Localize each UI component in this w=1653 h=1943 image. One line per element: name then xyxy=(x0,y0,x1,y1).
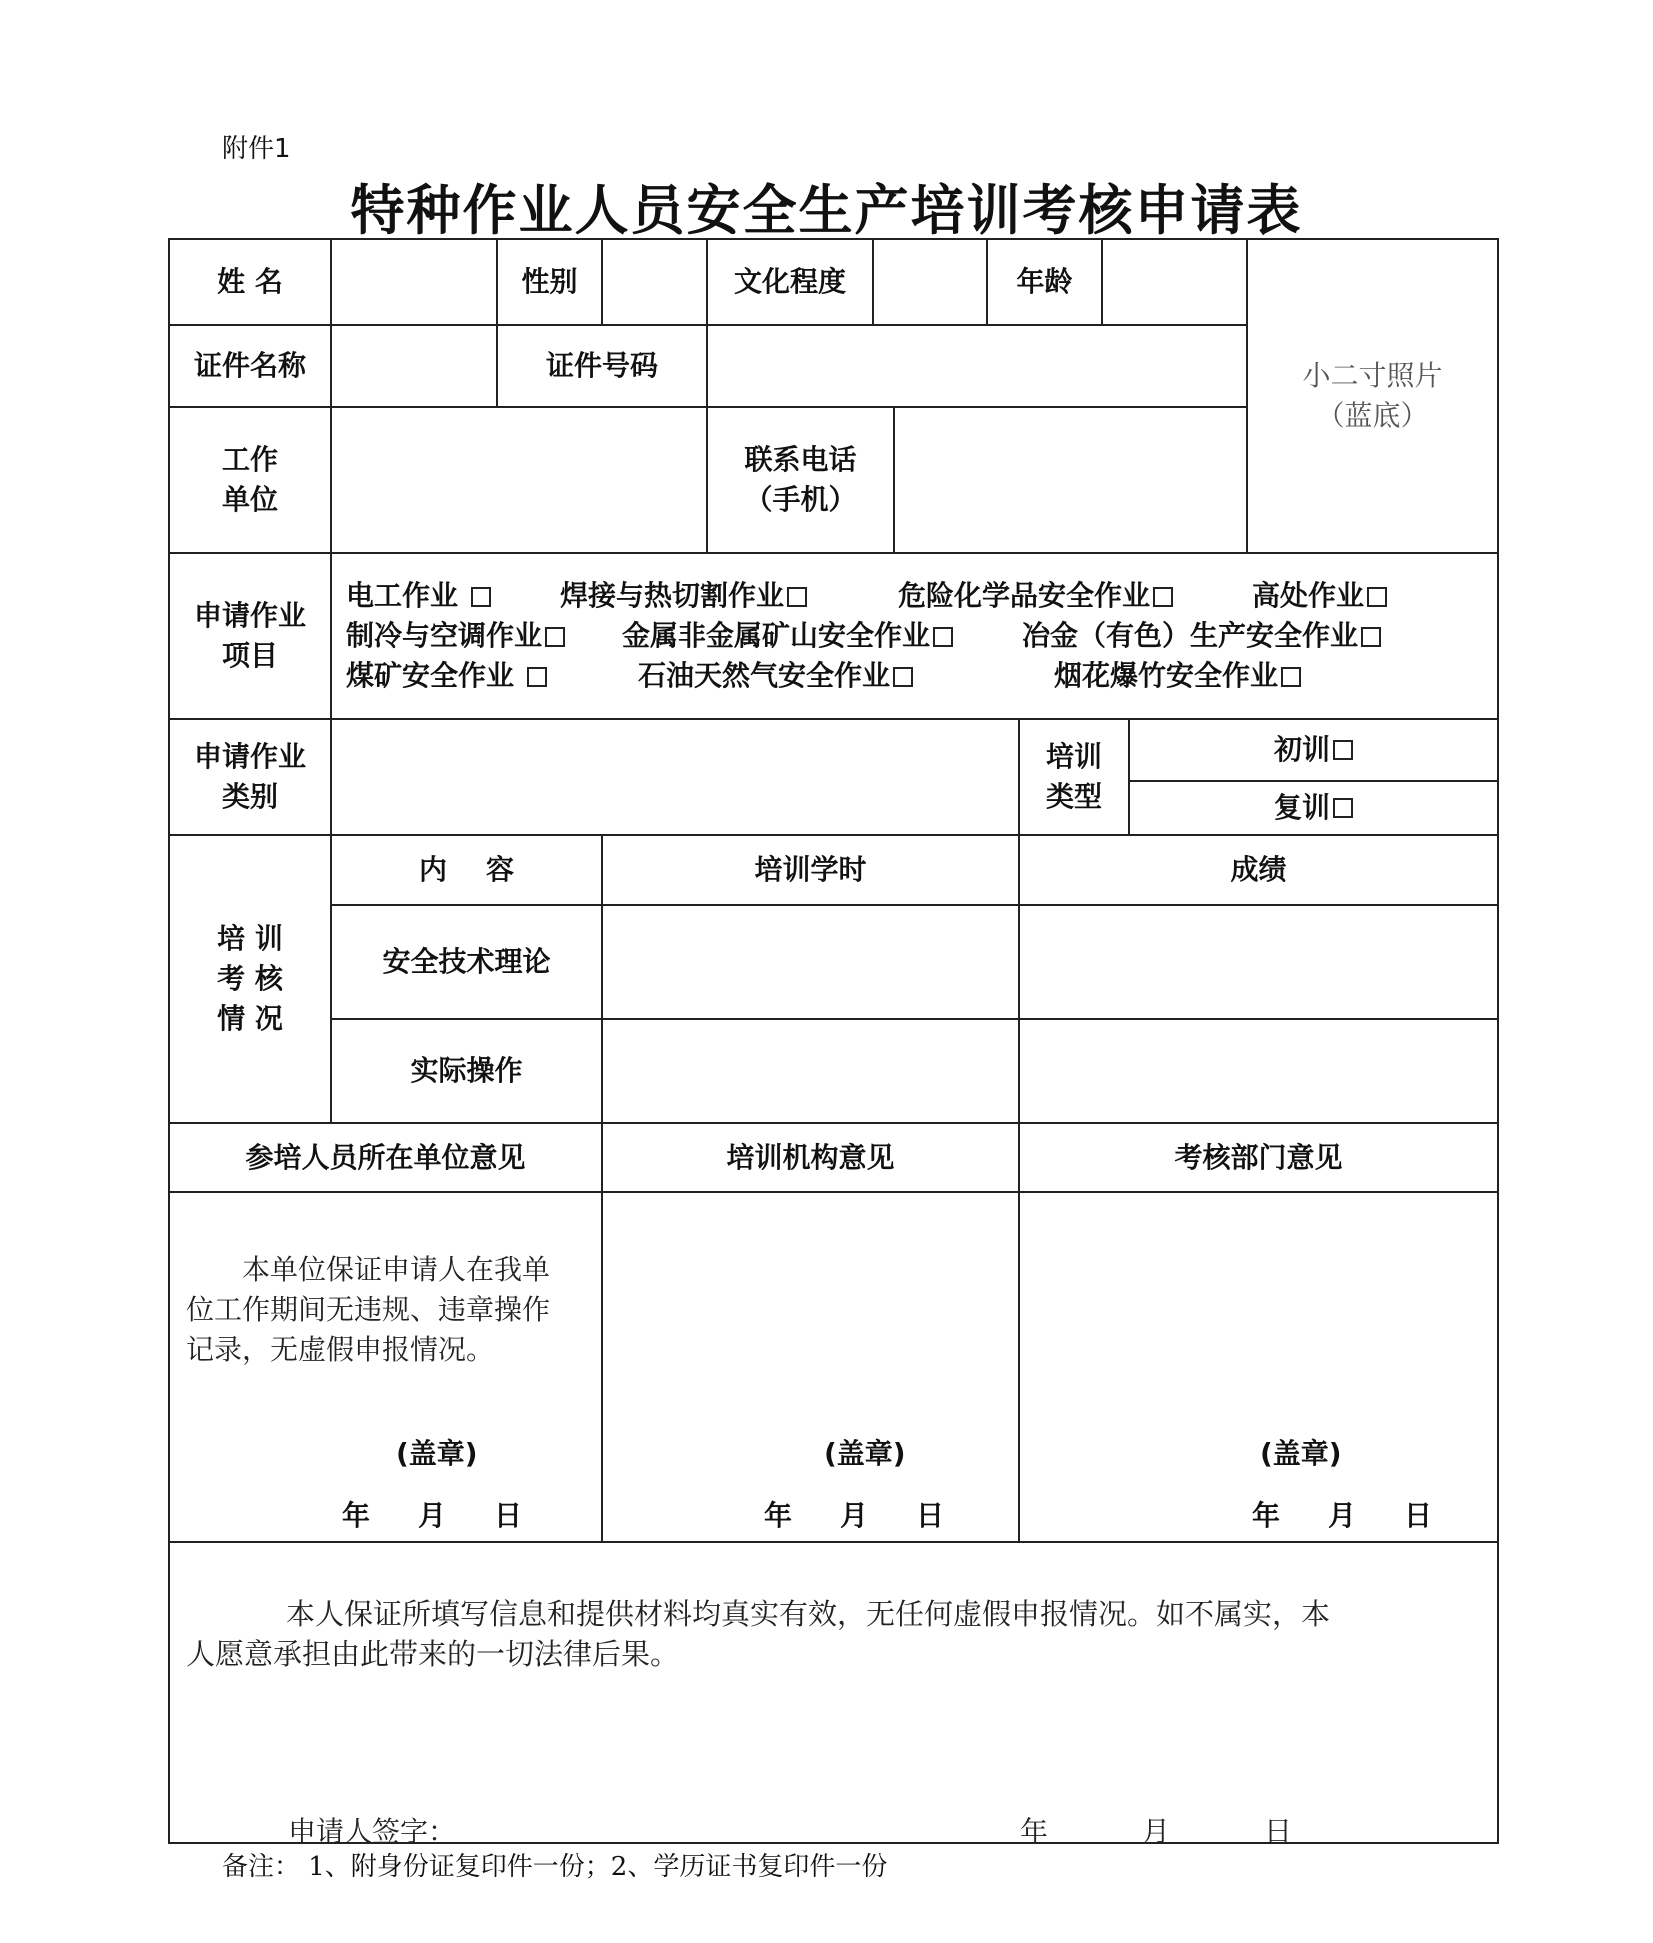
assessment-label-line-3: 情 况 xyxy=(217,1002,283,1035)
checkbox[interactable] xyxy=(471,587,491,607)
header-content: 内 容 xyxy=(419,853,514,886)
option-oil-gas[interactable]: 石油天然气安全作业 xyxy=(638,656,913,696)
header-unit-opinion: 参培人员所在单位意见 xyxy=(245,1140,526,1174)
training-type-label xyxy=(1020,720,1128,834)
remark-note: 备注： 1、附身份证复印件一份；2、学历证书复印件一份 xyxy=(222,1852,888,1882)
option-welding[interactable]: 焊接与热切割作业 xyxy=(560,576,807,616)
seal-unit: (盖章) xyxy=(396,1437,478,1470)
theory-score-field[interactable] xyxy=(1020,906,1497,1018)
seal-dept: (盖章) xyxy=(1260,1437,1342,1470)
apply-items-label xyxy=(170,554,330,718)
apply-category-label xyxy=(170,720,330,834)
assessment-label-line-1: 培 训 xyxy=(217,922,283,955)
workplace-label-line-2: 单位 xyxy=(221,483,278,516)
practice-hours-field[interactable] xyxy=(603,1020,1018,1122)
apply-category-label-line-2: 类别 xyxy=(221,780,278,813)
photo-placeholder[interactable] xyxy=(1248,240,1497,552)
gender-label: 性别 xyxy=(521,265,578,298)
unit-statement: 本单位保证申请人在我单 位工作期间无违规、违章操作 记录，无虚假申报情况。 xyxy=(186,1253,551,1366)
gender-field[interactable] xyxy=(603,240,706,324)
page-title: 特种作业人员安全生产培训考核申请表 xyxy=(350,178,1303,242)
apply-items-options xyxy=(346,576,1496,696)
photo-label-line-1: 小二寸照片 xyxy=(1302,359,1443,392)
age-label: 年龄 xyxy=(1016,265,1073,298)
checkbox[interactable] xyxy=(1153,587,1173,607)
id-type-field[interactable] xyxy=(332,326,496,406)
signature-field[interactable] xyxy=(470,1812,990,1848)
date-institution: 年 月 日 xyxy=(764,1499,945,1532)
declaration-date: 年 月 日 xyxy=(1020,1815,1293,1848)
age-field[interactable] xyxy=(1103,240,1246,324)
checkbox[interactable] xyxy=(545,627,565,647)
apply-items-label-line-1: 申请作业 xyxy=(193,599,306,632)
id-type-label: 证件名称 xyxy=(193,349,306,382)
checkbox[interactable] xyxy=(1333,740,1353,760)
apply-items-label-line-2: 项目 xyxy=(221,639,278,672)
id-number-label: 证件号码 xyxy=(545,349,658,382)
declaration-text: 本人保证所填写信息和提供材料均真实有效，无任何虚假申报情况。如不属实，本 人愿意承担由此带来的一切法律后果。 xyxy=(186,1597,1331,1671)
phone-field[interactable] xyxy=(895,408,1246,552)
apply-category-field[interactable] xyxy=(332,720,1018,834)
assessment-label-line-2: 考 核 xyxy=(217,962,283,995)
id-number-field[interactable] xyxy=(708,326,1246,406)
option-mining[interactable]: 金属非金属矿山安全作业 xyxy=(622,616,953,656)
theory-hours-field[interactable] xyxy=(603,906,1018,1018)
apply-category-label-line-1: 申请作业 xyxy=(193,740,306,773)
header-training-hours: 培训学时 xyxy=(754,853,867,886)
option-electrician[interactable]: 电工作业 xyxy=(346,576,491,616)
checkbox[interactable] xyxy=(933,627,953,647)
practice-score-field[interactable] xyxy=(1020,1020,1497,1122)
checkbox[interactable] xyxy=(527,667,547,687)
education-label: 文化程度 xyxy=(733,265,846,298)
option-initial-training[interactable]: 初训 xyxy=(1130,720,1497,780)
name-label: 姓 名 xyxy=(217,265,283,298)
checkbox[interactable] xyxy=(1333,798,1353,818)
date-unit: 年 月 日 xyxy=(342,1499,523,1532)
training-type-label-line-1: 培训 xyxy=(1045,740,1102,773)
option-high-altitude[interactable]: 高处作业 xyxy=(1252,576,1387,616)
signature-label: 申请人签字： xyxy=(288,1815,457,1848)
checkbox[interactable] xyxy=(1281,667,1301,687)
assessment-label xyxy=(170,836,330,1122)
workplace-label xyxy=(170,408,330,552)
option-metallurgy[interactable]: 冶金（有色）生产安全作业 xyxy=(1022,616,1381,656)
checkbox[interactable] xyxy=(1367,587,1387,607)
option-hazardous-chemicals[interactable]: 危险化学品安全作业 xyxy=(898,576,1173,616)
option-coal-mine[interactable]: 煤矿安全作业 xyxy=(346,656,547,696)
row-practice-label: 实际操作 xyxy=(410,1054,523,1087)
seal-institution: (盖章) xyxy=(824,1437,906,1470)
date-dept: 年 月 日 xyxy=(1252,1499,1433,1532)
training-type-label-line-2: 类型 xyxy=(1045,780,1102,813)
header-dept-opinion: 考核部门意见 xyxy=(1174,1140,1343,1174)
option-fireworks[interactable]: 烟花爆竹安全作业 xyxy=(1054,656,1301,696)
checkbox[interactable] xyxy=(1361,627,1381,647)
checkbox[interactable] xyxy=(787,587,807,607)
attachment-label: 附件1 xyxy=(222,134,291,164)
phone-label-line-1: 联系电话 xyxy=(744,443,857,476)
checkbox[interactable] xyxy=(893,667,913,687)
workplace-label-line-1: 工作 xyxy=(221,443,278,476)
phone-label xyxy=(708,408,893,552)
photo-label-line-2: （蓝底） xyxy=(1316,399,1429,432)
workplace-field[interactable] xyxy=(332,408,706,552)
option-refrigeration[interactable]: 制冷与空调作业 xyxy=(346,616,565,656)
header-institution-opinion: 培训机构意见 xyxy=(726,1140,895,1174)
education-field[interactable] xyxy=(874,240,986,324)
header-score: 成绩 xyxy=(1230,853,1287,886)
phone-label-line-2: （手机） xyxy=(744,483,857,516)
row-theory-label: 安全技术理论 xyxy=(382,945,551,978)
name-field[interactable] xyxy=(332,240,496,324)
option-retraining[interactable]: 复训 xyxy=(1130,782,1497,834)
